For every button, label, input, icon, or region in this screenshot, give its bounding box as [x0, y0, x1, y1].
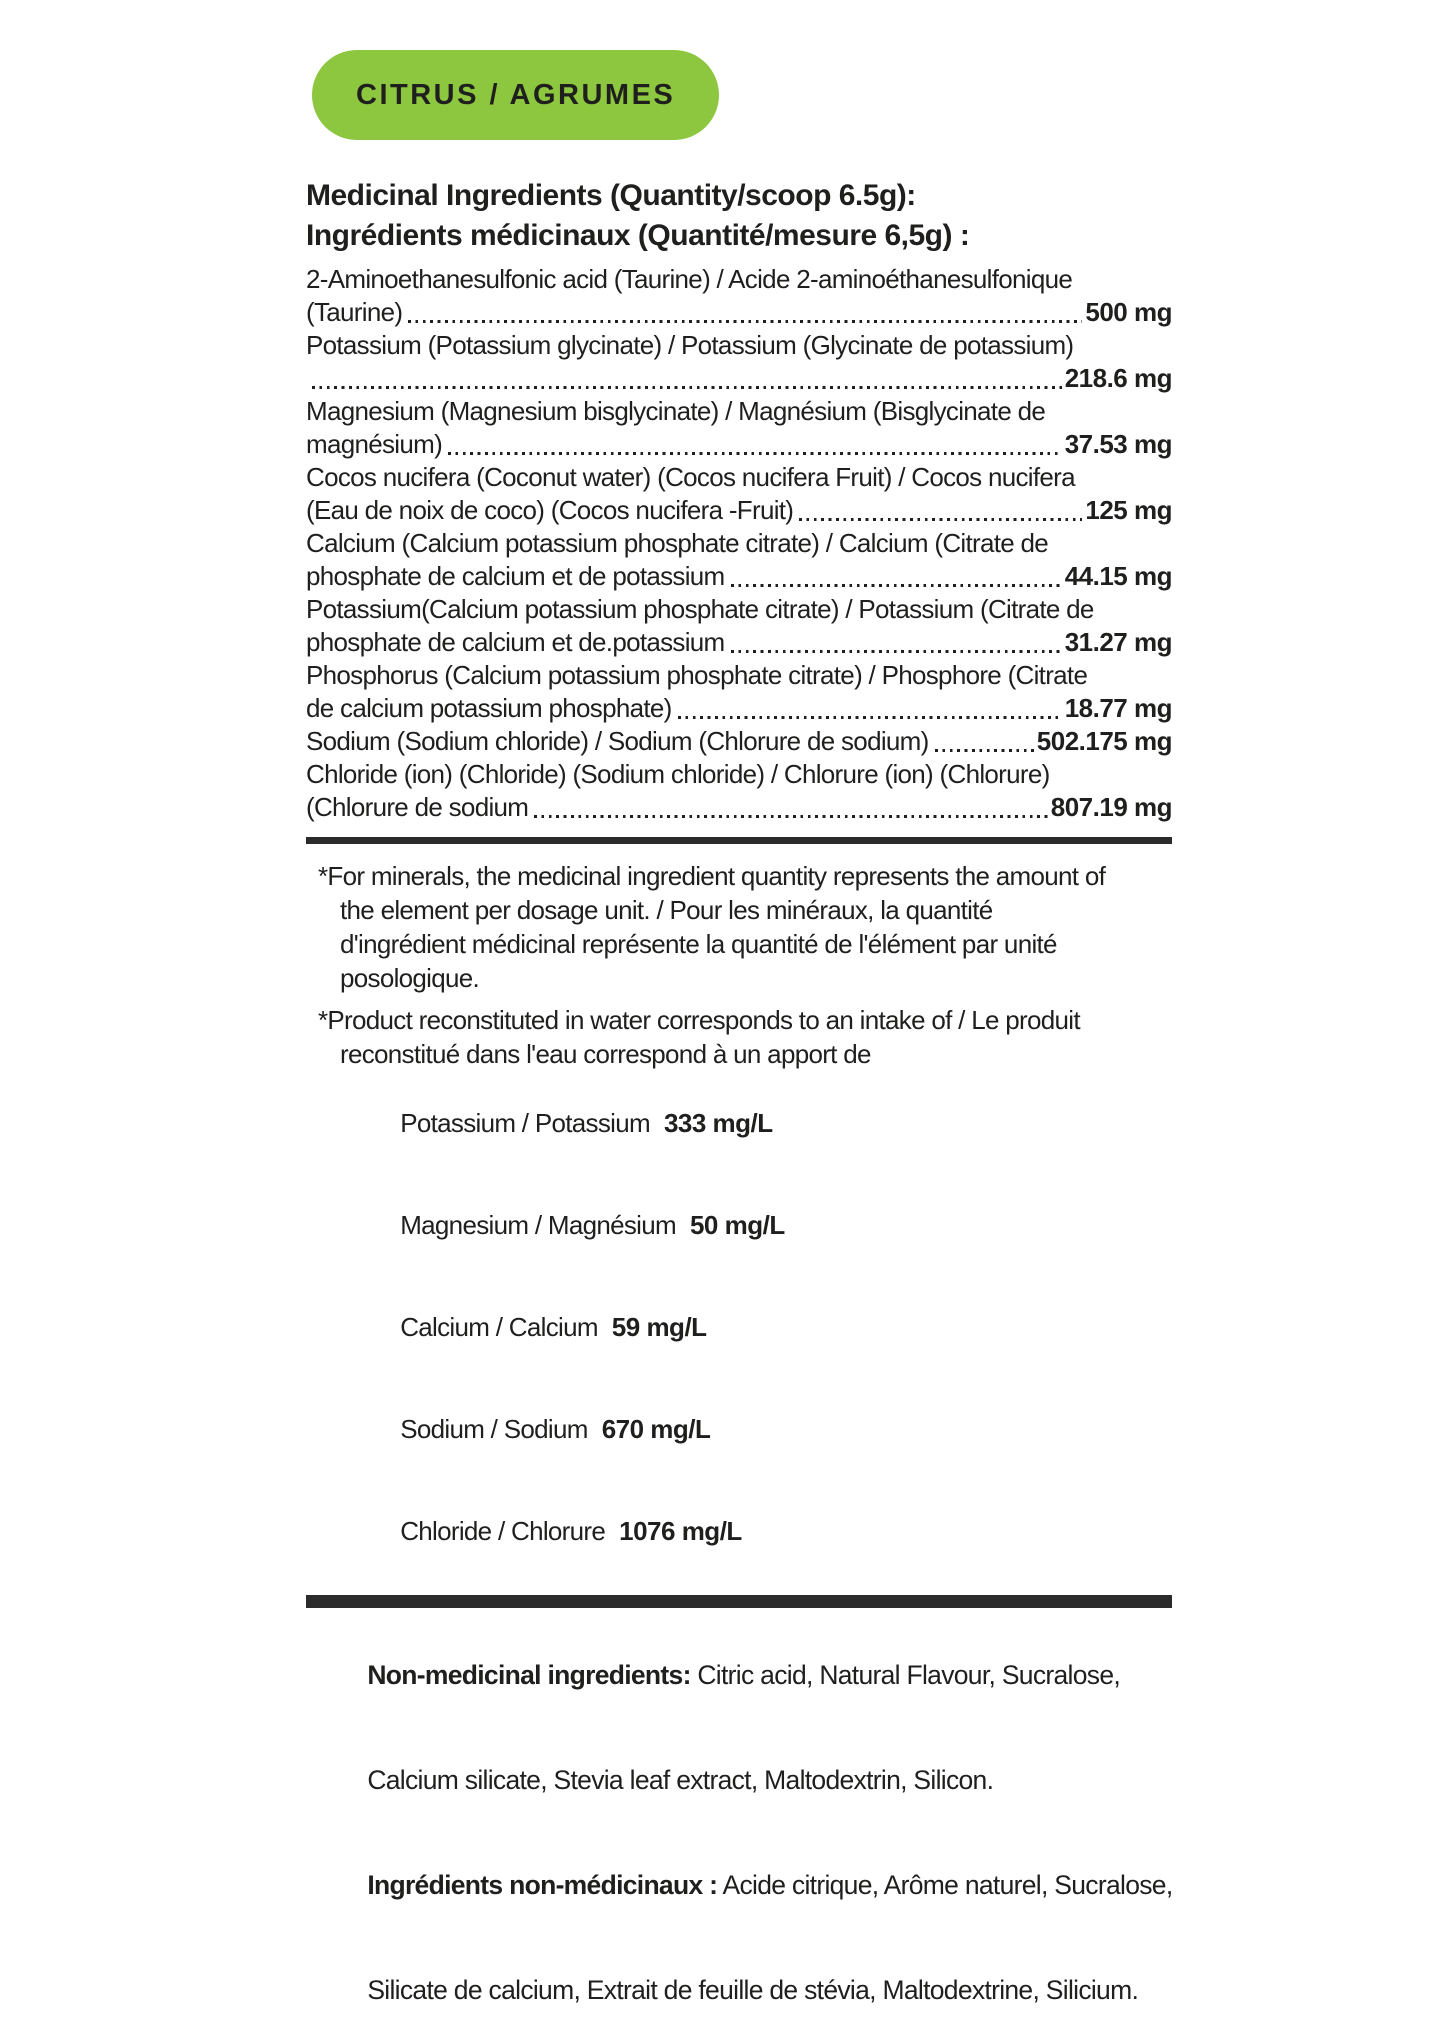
footnote-line: *Product reconstituted in water corresponds to an intake of / Le produit [318, 1005, 1080, 1035]
intake-mineral-name: Magnesium / Magnésium [400, 1210, 676, 1240]
non-medicinal-label: Ingrédients non-médicinaux : [367, 1870, 718, 1900]
non-medicinal-text: Acide citrique, Arôme naturel, Sucralose, [717, 1870, 1173, 1900]
ingredient-line [306, 296, 1172, 329]
non-medicinal-line [306, 1728, 1172, 1833]
footnote-line: the element per dosage unit. / Pour les minéraux, la quantité [340, 895, 993, 925]
ingredient-line [306, 362, 1172, 395]
intake-mineral-name: Potassium / Potassium [400, 1108, 650, 1138]
ingredient-text: (Eau de noix de coco) (Cocos nucifera -Fruit) [306, 495, 794, 525]
ingredient-amount: 502.175 mg [1036, 726, 1172, 756]
ingredient-text: Calcium (Calcium potassium phosphate citrate) / Calcium (Citrate de [306, 528, 1049, 558]
footnote-line: d'ingrédient médicinal représente la quantité de l'élément par unité [340, 929, 1057, 959]
intake-item [306, 1174, 1172, 1276]
ingredient-text: Sodium (Sodium chloride) / Sodium (Chlorure de sodium) [306, 726, 929, 756]
ingredient-amount: 31.27 mg [1064, 627, 1172, 657]
ingredient-text: phosphate de calcium et de.potassium [306, 627, 725, 657]
ingredient-line [306, 659, 1172, 692]
medicinal-heading [306, 176, 1172, 256]
dot-leader [731, 650, 1062, 654]
ingredient-amount: 37.53 mg [1064, 429, 1172, 459]
intake-item [306, 1480, 1172, 1582]
ingredient-text: Cocos nucifera (Coconut water) (Cocos nucifera Fruit) / Cocos nucifera [306, 462, 1075, 492]
ingredient-text: Magnesium (Magnesium bisglycinate) / Magnésium (Bisglycinate de [306, 396, 1046, 426]
dot-leader [731, 584, 1062, 588]
ingredient-line [306, 461, 1172, 494]
ingredient-line [306, 329, 1172, 362]
dot-leader [935, 749, 1034, 753]
ingredient-text: 2-Aminoethanesulfonic acid (Taurine) / Acide 2-aminoéthanesulfonique [306, 264, 1073, 294]
ingredient-line [306, 263, 1172, 296]
non-medicinal-section [306, 1623, 1172, 2043]
ingredient-line [306, 527, 1172, 560]
intake-value: 1076 mg/L [619, 1516, 742, 1546]
medicinal-ingredient-list [306, 263, 1172, 824]
ingredient-amount: 218.6 mg [1064, 363, 1172, 393]
medicinal-heading-en: Medicinal Ingredients (Quantity/scoop 6.5g): [306, 179, 916, 212]
footnote-line: *For minerals, the medicinal ingredient quantity represents the amount of [318, 861, 1106, 891]
ingredient-line [306, 494, 1172, 527]
divider-thin [306, 837, 1172, 844]
reconstituted-intake-list [306, 1072, 1172, 1582]
non-medicinal-line [306, 1833, 1172, 1938]
ingredient-text: Phosphorus (Calcium potassium phosphate citrate) / Phosphore (Citrate [306, 660, 1088, 690]
ingredient-amount: 500 mg [1085, 297, 1172, 327]
label-panel [306, 50, 1172, 2043]
ingredient-text: magnésium) [306, 429, 443, 459]
intake-item [306, 1378, 1172, 1480]
ingredient-text: phosphate de calcium et de potassium [306, 561, 725, 591]
non-medicinal-text: Silicate de calcium, Extrait de feuille de stévia, Maltodextrine, Silicium. [367, 1975, 1139, 2005]
ingredient-text: (Chlorure de sodium [306, 792, 529, 822]
ingredient-text: Potassium(Calcium potassium phosphate citrate) / Potassium (Citrate de [306, 594, 1094, 624]
footnote-line: posologique. [340, 963, 480, 993]
flavor-badge: CITRUS / AGRUMES [312, 50, 719, 140]
intake-mineral-name: Chloride / Chlorure [400, 1516, 606, 1546]
intake-value: 333 mg/L [663, 1108, 773, 1138]
divider-thick [306, 1595, 1172, 1608]
intake-mineral-name: Calcium / Calcium [400, 1312, 598, 1342]
ingredient-line [306, 725, 1172, 758]
footnotes [306, 859, 1172, 1071]
intake-item [306, 1276, 1172, 1378]
ingredient-line [306, 395, 1172, 428]
ingredient-text: (Taurine) [306, 297, 403, 327]
ingredient-amount: 125 mg [1085, 495, 1172, 525]
dot-leader [534, 815, 1048, 819]
ingredient-text: de calcium potassium phosphate) [306, 693, 672, 723]
intake-value: 670 mg/L [601, 1414, 711, 1444]
ingredient-line [306, 791, 1172, 824]
ingredient-line [306, 560, 1172, 593]
dot-leader [678, 716, 1062, 720]
ingredient-line [306, 593, 1172, 626]
ingredient-amount: 807.19 mg [1050, 792, 1172, 822]
ingredient-line [306, 758, 1172, 791]
dot-leader [799, 518, 1082, 522]
non-medicinal-line [306, 1623, 1172, 1728]
intake-value: 50 mg/L [689, 1210, 785, 1240]
non-medicinal-text: Calcium silicate, Stevia leaf extract, Maltodextrin, Silicon. [367, 1765, 994, 1795]
dot-leader [448, 452, 1062, 456]
ingredient-text: Chloride (ion) (Chloride) (Sodium chloride) / Chlorure (ion) (Chlorure) [306, 759, 1050, 789]
intake-mineral-name: Sodium / Sodium [400, 1414, 588, 1444]
medicinal-heading-fr: Ingrédients médicinaux (Quantité/mesure 6,5g) : [306, 219, 970, 252]
ingredient-line [306, 626, 1172, 659]
dot-leader [312, 386, 1062, 390]
ingredient-text: Potassium (Potassium glycinate) / Potassium (Glycinate de potassium) [306, 330, 1074, 360]
ingredient-amount: 44.15 mg [1064, 561, 1172, 591]
intake-item [306, 1072, 1172, 1174]
intake-value: 59 mg/L [611, 1312, 707, 1342]
ingredient-amount: 18.77 mg [1064, 693, 1172, 723]
ingredient-line [306, 692, 1172, 725]
non-medicinal-text: Citric acid, Natural Flavour, Sucralose, [690, 1660, 1121, 1690]
non-medicinal-line [306, 1938, 1172, 2043]
dot-leader [408, 320, 1082, 324]
non-medicinal-label: Non-medicinal ingredients: [367, 1660, 691, 1690]
footnote-line: reconstitué dans l'eau correspond à un apport de [340, 1039, 871, 1069]
ingredient-line [306, 428, 1172, 461]
